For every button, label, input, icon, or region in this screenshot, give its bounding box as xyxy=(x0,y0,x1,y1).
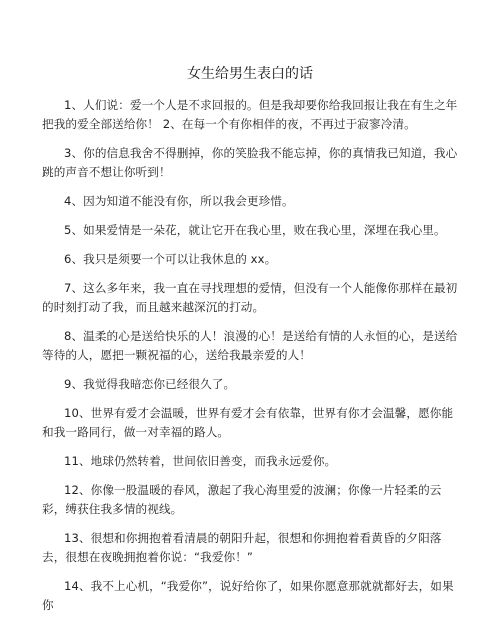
paragraph-11: 11、地球仍然转着，世间依旧善变，而我永远爱你。 xyxy=(64,454,337,468)
paragraph-9: 9、我觉得我暗恋你已经很久了。 xyxy=(64,377,236,391)
paragraph-12: 12、你像一股温暖的春风，激起了我心海里爱的波澜；你像一片轻柔的云彩，缚获住我多情的视线。 xyxy=(42,483,442,516)
page-title: 女生给男生表白的话 xyxy=(187,66,313,82)
paragraph-13: 13、很想和你拥抱着看清晨的朝阳升起，很想和你拥抱着看黄昏的夕阳落去，很想在夜晚拥抱着你说：“我爱你！” xyxy=(42,531,442,564)
paragraph-4: 4、因为知道不能没有你，所以我会更珍惜。 xyxy=(64,194,294,208)
paragraph-7: 7、这么多年来，我一直在寻找理想的爱情，但没有一个人能像你那样在最初的时刻打动了我，而且越来越深沉的打动。 xyxy=(42,281,458,314)
paragraph-14: 14、我不上心机，“我爱你”，说好给你了，如果你愿意那就就都好去，如果你 xyxy=(42,579,454,612)
paragraph-10: 10、世界有爱才会温暖，世界有爱才会有依靠，世界有你才会温馨，愿你能和我一路同行，做一对幸福的路人。 xyxy=(42,406,454,439)
article-body xyxy=(42,96,460,625)
paragraph-6: 6、我只是须要一个可以让我休息的 xx。 xyxy=(64,252,277,266)
paragraph-3: 3、你的信息我舍不得删掉，你的笑脸我不能忘掉，你的真情我已知道，我心跳的声音不想让你听到！ xyxy=(42,146,458,179)
paragraph-5: 5、如果爱情是一朵花，就让它开在我心里，败在我心里，深埋在我心里。 xyxy=(64,223,446,237)
paragraph-1: 1、人们说：爱一个人是不求回报的。但是我却要你给我回报让我在有生之年把我的爱全部送给你！ 2、在每一个有你相伴的夜，不再过于寂寥冷清。 xyxy=(42,98,458,131)
paragraph-8: 8、温柔的心是送给快乐的人！浪漫的心！是送给有情的人永恒的心，是送给等待的人，愿把一颗祝福的心，送给我最亲爱的人！ xyxy=(42,329,458,362)
